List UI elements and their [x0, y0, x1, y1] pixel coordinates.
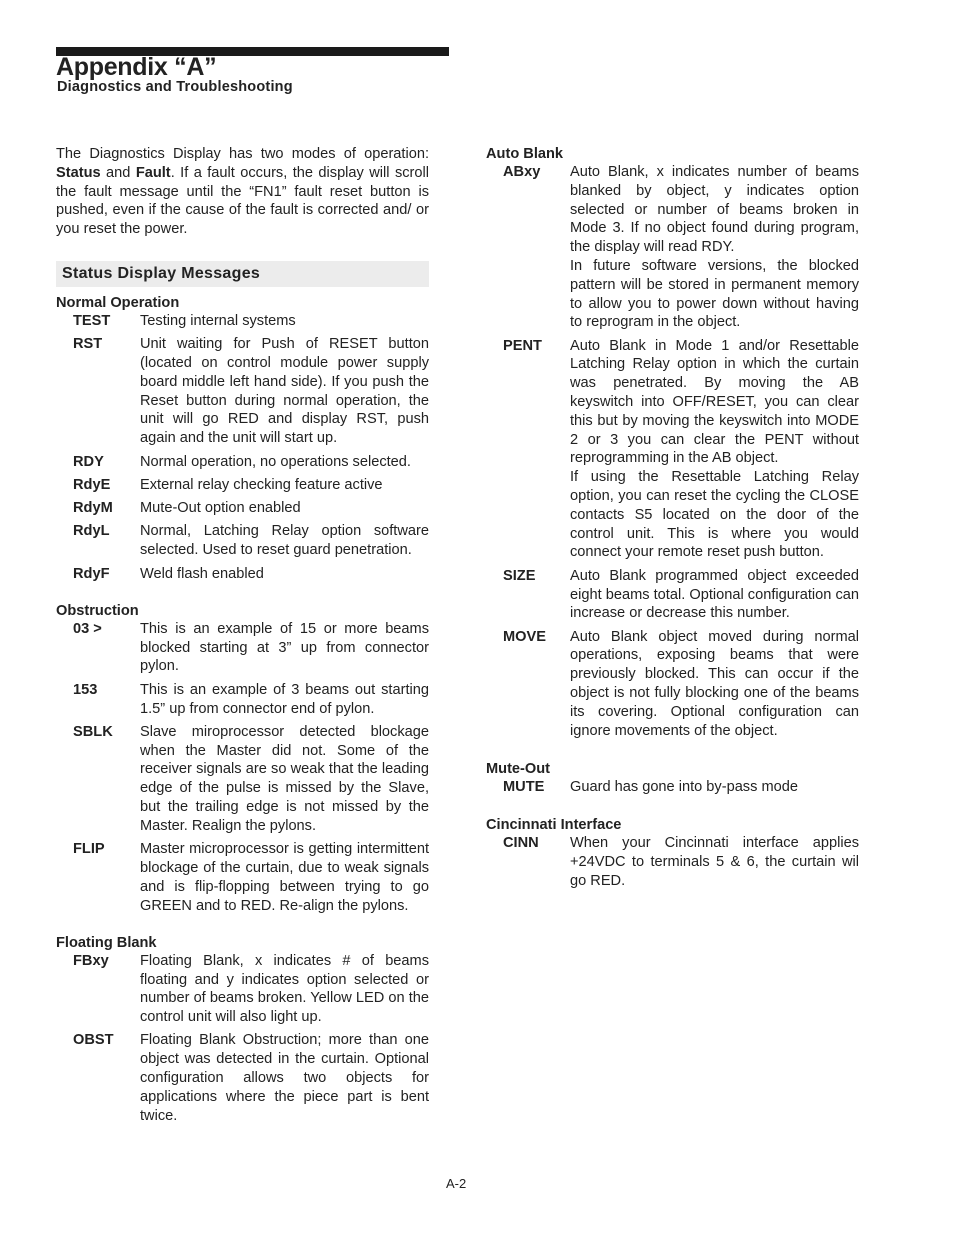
group-heading-floating: Floating Blank: [56, 934, 157, 951]
description-paragraph: Normal, Latching Relay option software selected. Used to reset guard penetration.: [140, 523, 429, 559]
message-description: [140, 312, 429, 331]
page-subtitle: Diagnostics and Troubleshooting: [57, 79, 293, 95]
group-heading-muteout: Mute-Out: [486, 760, 551, 777]
message-description: [570, 778, 859, 797]
message-code: CINN: [503, 835, 539, 852]
group-heading-normal: Normal Operation: [56, 294, 180, 311]
message-code: ABxy: [503, 164, 541, 180]
message-description: [140, 840, 429, 915]
message-description: [140, 522, 429, 560]
description-paragraph: Unit waiting for Push of RESET button (located on control module power supply board middle left hand side). If you push the Reset button during normal operation, the unit will go RED and display RST, push again and the unit will start up.: [140, 336, 429, 447]
entry-list-floating: [56, 952, 429, 1126]
description-paragraph: When your Cincinnati interface applies +24VDC to terminals 5 & 6, the curtain wil go RED.: [570, 835, 859, 889]
group-heading-autoblank: Auto Blank: [486, 146, 564, 162]
message-code: 153: [73, 681, 98, 698]
message-description: [140, 453, 429, 472]
message-entry: [56, 723, 429, 836]
description-paragraph: Mute-Out option enabled: [140, 500, 301, 517]
description-paragraph: Floating Blank Obstruction; more than one object was detected in the curtain. Optional configuration allows two objects for applications where the piece part is bent twice.: [140, 1032, 429, 1124]
section-title: Status Display Messages: [56, 261, 429, 287]
message-description: [140, 499, 429, 518]
description-paragraph: This is an example of 15 or more beams blocked starting at 3” up from connector pylon.: [140, 620, 429, 675]
description-paragraph: Auto Blank programmed object exceeded eight beams total. Optional configuration can increase or decrease this number.: [570, 567, 859, 622]
message-description: [140, 335, 429, 448]
message-code: SIZE: [503, 567, 536, 584]
message-code: RdyL: [73, 523, 110, 540]
page-title: Appendix “A”: [56, 53, 217, 81]
message-entry: [486, 778, 859, 797]
message-description: [140, 565, 429, 584]
message-code: RDY: [73, 453, 104, 470]
entry-list-cincinnati: [486, 834, 859, 890]
entry-list-normal: [56, 312, 429, 583]
message-entry: [56, 565, 429, 584]
description-paragraph: In future software versions, the blocked pattern will be stored in permanent memory to allow you to power down without having to reprogram in the object.: [570, 257, 859, 331]
message-description: [140, 723, 429, 836]
message-code: 03 >: [73, 620, 102, 637]
page-number: A-2: [446, 1176, 467, 1191]
right-column: [486, 145, 859, 895]
message-code: OBST: [73, 1032, 114, 1049]
message-description: [570, 337, 859, 563]
description-paragraph: External relay checking feature active: [140, 476, 383, 493]
group-heading-cincinnati: Cincinnati Interface: [486, 817, 622, 834]
left-column: [56, 145, 429, 1130]
description-paragraph: This is an example of 3 beams out starting 1.5” up from connector end of pylon.: [140, 681, 429, 717]
message-entry: [56, 522, 429, 560]
description-paragraph: Auto Blank in Mode 1 and/or Resettable Latching Relay option in which the curtain was penetrated. By moving the AB keyswitch into OFF/RESET, you can clear this but by moving the keyswitch into MODE 2 or 3 you can clear the PENT without reprogramming in the AB object.: [570, 337, 859, 467]
message-description: [570, 163, 859, 332]
description-paragraph: Testing internal systems: [140, 312, 296, 329]
description-paragraph: Normal operation, no operations selected.: [140, 453, 411, 470]
message-code: RdyF: [73, 565, 110, 582]
message-description: [140, 620, 429, 676]
description-paragraph: Auto Blank object moved during normal operations, exposing beams that were previously blocked. This can occur if the object is not fully blocking one of the beams its covering. Optional configuration can ignore movements of the object.: [570, 628, 859, 739]
message-code: RdyE: [73, 476, 111, 493]
entry-list-obstruction: [56, 620, 429, 915]
message-code: FLIP: [73, 841, 105, 858]
group-heading-obstruction: Obstruction: [56, 602, 139, 619]
description-paragraph: Weld flash enabled: [140, 565, 264, 582]
message-description: [140, 1031, 429, 1125]
message-entry: [56, 620, 429, 676]
description-paragraph: Slave miroprocessor detected blockage when the Master did not. Some of the receiver signals are so weak that the leading edge of the pulse is missed by the Slave, but the trailing edge is not missed by the Master. Realign the pylons.: [140, 723, 429, 834]
message-code: SBLK: [73, 723, 113, 740]
message-entry: [486, 628, 859, 741]
message-description: [140, 952, 429, 1027]
message-entry: [56, 453, 429, 472]
description-paragraph: If using the Resettable Latching Relay option, you can reset the cycling the CLOSE contacts S5 located on the door of the control unit. This is where you would connect your remote reset push button.: [570, 469, 859, 561]
message-code: RdyM: [73, 500, 113, 517]
entry-list-autoblank: [486, 163, 859, 740]
message-code: MOVE: [503, 628, 546, 645]
fault-term: Fault: [135, 164, 171, 181]
description-paragraph: Guard has gone into by-pass mode: [570, 778, 798, 795]
intro-paragraph: The Diagnostics Display has two modes of operation: Status and Fault. If a fault occurs, the display will scroll the fault message until the “FN1” fault reset button is pushed, even if the cause of the fault is corrected and/ or you reset the power.: [56, 146, 429, 238]
message-entry: [56, 335, 429, 448]
message-code: MUTE: [503, 778, 545, 795]
message-entry: [486, 337, 859, 563]
message-code: TEST: [73, 312, 111, 329]
message-description: [570, 567, 859, 623]
message-entry: [56, 499, 429, 518]
message-entry: [56, 952, 429, 1027]
entry-list-muteout: [486, 778, 859, 797]
message-entry: [56, 476, 429, 495]
description-paragraph: Floating Blank, x indicates # of beams floating and y indicates option selected or number of beams broken. Yellow LED on the control unit will also light up.: [140, 952, 429, 1026]
message-code: FBxy: [73, 952, 109, 969]
message-code: PENT: [503, 337, 542, 354]
message-entry: [486, 163, 859, 332]
message-description: [140, 681, 429, 719]
message-entry: [486, 567, 859, 623]
description-paragraph: Master microprocessor is getting intermittent blockage of the curtain, due to weak signals and is flip-flopping between trying to go GREEN and to RED. Re-align the pylons.: [140, 841, 429, 914]
status-term: Status: [56, 164, 101, 181]
message-description: [140, 476, 429, 495]
message-description: [570, 628, 859, 741]
message-entry: [56, 840, 429, 915]
message-code: RST: [73, 336, 103, 353]
message-description: [570, 834, 859, 890]
message-entry: [486, 834, 859, 890]
message-entry: [56, 312, 429, 331]
message-entry: [56, 1031, 429, 1125]
message-entry: [56, 681, 429, 719]
description-paragraph: Auto Blank, x indicates number of beams blanked by object, y indicates option selected or number of beams broken in Mode 3. If no object found during program, the display will read RDY.: [570, 164, 859, 256]
